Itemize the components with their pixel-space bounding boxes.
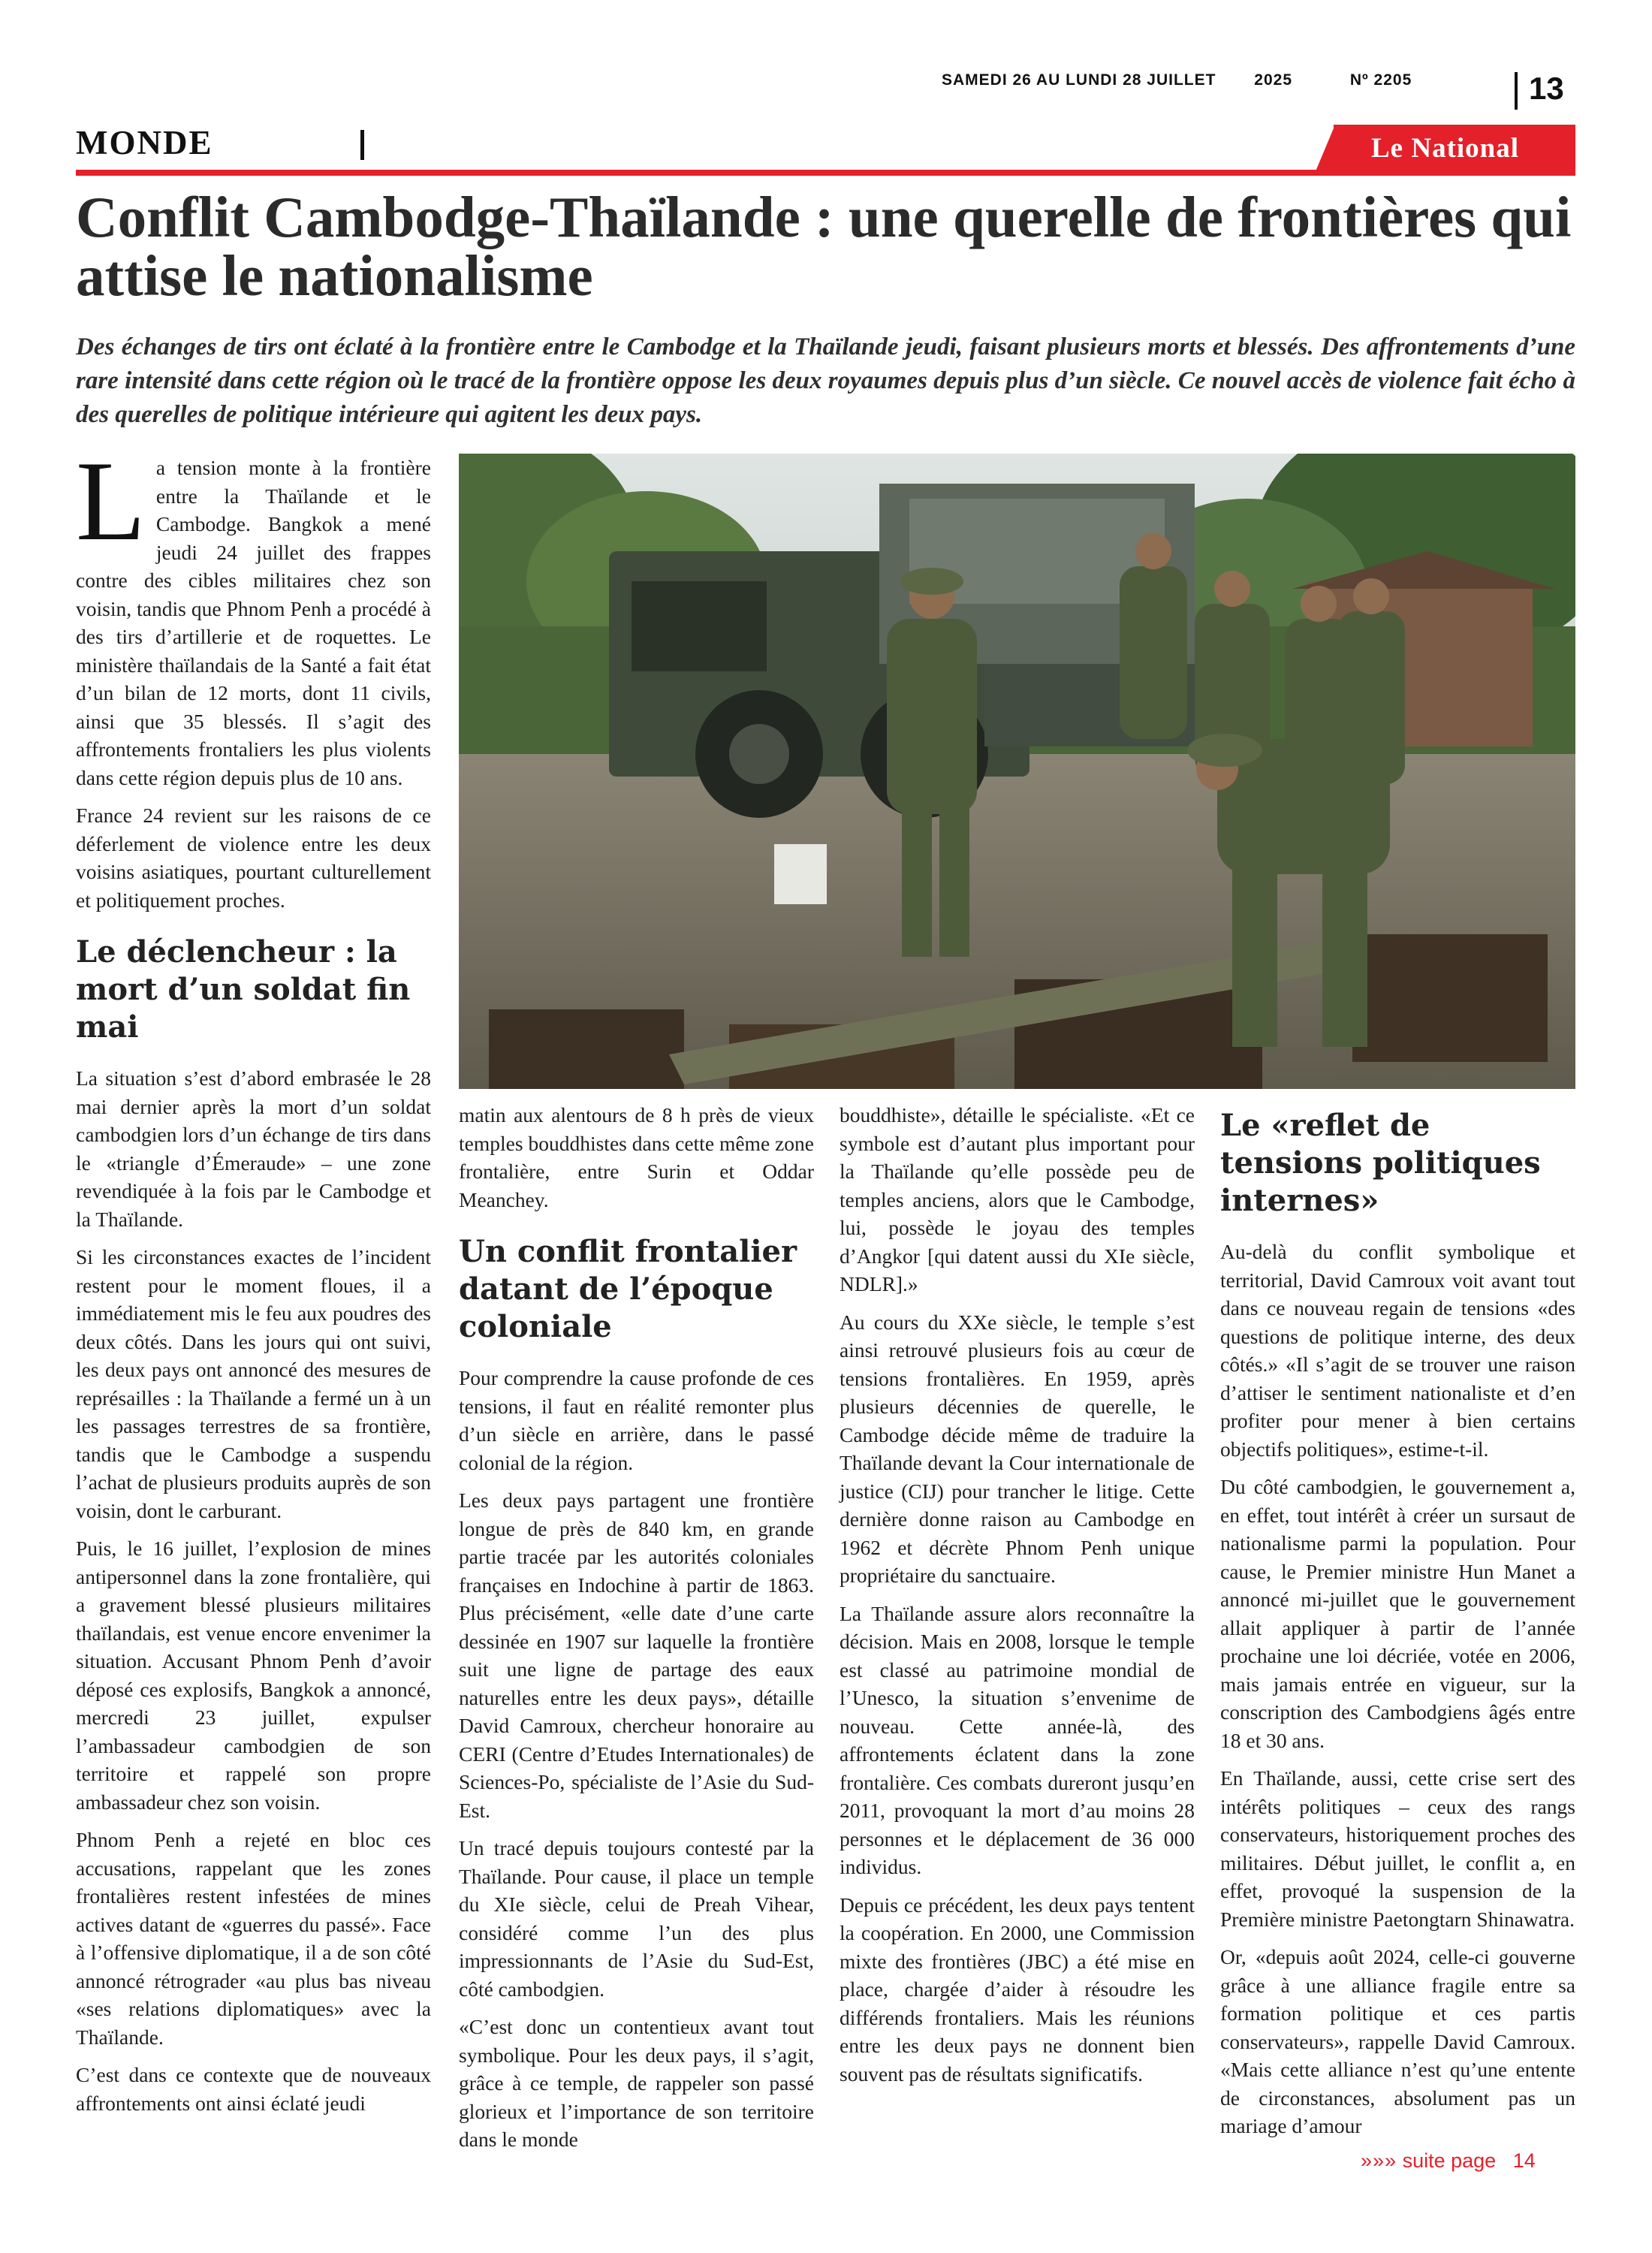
article-column-4 — [1220, 1107, 1575, 2150]
continuation-page: 14 — [1512, 2149, 1536, 2172]
brand-tab-corner — [1316, 125, 1335, 171]
page-number: 13 — [1529, 71, 1564, 106]
issue-date: SAMEDI 26 AU LUNDI 28 JUILLET — [942, 71, 1216, 89]
article-paragraph: Phnom Penh a rejeté en bloc ces accusations, rappelant que les zones frontalières restent infestées de mines actives datant de «guerres du passé». Face à l’offensive diplomatique, il a de son côté annoncé rétrograder «au plus bas niveau «ses relations diplomatiques» avec la Thaïlande. — [76, 1828, 431, 2049]
article-paragraph: bouddhiste», détaille le spécialiste. «Et ce symbole est d’autant plus important pour la Thaïlande qu’elle possède peu de temples anciens, alors que le Cambodge, lui, possède le joyau des temples d’Angkor [qui datent aussi du XIe siècle, NDLR].» — [840, 1103, 1195, 1295]
article-paragraph: matin aux alentours de 8 h près de vieux temples bouddhistes dans cette même zone frontalière, entre Surin et Oddar Meanchey. — [459, 1103, 814, 1211]
article-photo — [459, 454, 1575, 1089]
issue-number: Nº 2205 — [1349, 71, 1412, 89]
subheading-colonial: Un conflit frontalier datant de l’époque coloniale — [459, 1234, 797, 1344]
section-rule — [76, 170, 1575, 176]
article-paragraph: Depuis ce précédent, les deux pays tentent la coopération. En 2000, une Commission mixte des frontières (JBC) a été mise en place, chargée d’aider à résoudre les différends frontaliers. Mais les réunions entre les deux pays ne donnent bien souvent pas de résultats significatifs. — [840, 1893, 1195, 2086]
article-paragraph: Du côté cambodgien, le gouvernement a, en effet, tout intérêt à créer un sursaut de nationalisme parmi la population. Pour cause, le Premier ministre Hun Manet a annoncé mi-juillet que le gouvernement allait appliquer à partir de l’année prochaine une loi décriée, votée en 2006, mais jamais entrée en vigueur, sur la conscription des Cambodgiens âgés entre 18 et 30 ans. — [1220, 1475, 1575, 1752]
article-column-3 — [840, 1101, 1195, 2098]
section-title: MONDE — [76, 124, 213, 161]
page-number-divider — [1515, 72, 1518, 110]
continued-on-page-link[interactable] — [1361, 2149, 1536, 2173]
brand-name: Le National — [1371, 133, 1520, 164]
article-paragraph: La situation s’est d’abord embrasée le 28 mai dernier après la mort d’un soldat cambodgien lors d’un échange de tirs dans le «triangle d’Émeraude» – une zone revendiquée à la fois par le Cambodge et la Thaïlande. — [76, 1066, 431, 1231]
article-column-2 — [459, 1101, 814, 2164]
article-headline: Conflit Cambodge-Thaïlande : une querelle de frontières qui attise le nationalisme — [76, 185, 1572, 308]
article-paragraph: C’est dans ce contexte que de nouveaux affrontements ont ainsi éclaté jeudi — [76, 2063, 431, 2115]
article-paragraph: La tension monte à la frontière entre la Thaïlande et le Cambodge. Bangkok a mené jeudi 24 juillet des frappes contre des cibles militaires chez son voisin, tandis que Phnom Penh a procédé à des tirs d’artillerie et de roquettes. Le ministère thaïlandais de la Santé a fait état d’un bilan de 12 morts, dont 11 civils, ainsi que 35 blessés. Il s’agit des affrontements frontaliers les plus violents dans cette région depuis plus de 10 ans. — [76, 438, 431, 789]
subheading-declencheur: Le déclencheur : la mort d’un soldat fin mai — [76, 934, 411, 1045]
continuation-label: suite page — [1402, 2149, 1497, 2172]
article-paragraph: Si les circonstances exactes de l’incident restent pour le moment floues, il a immédiatement mis le feu aux poudres des deux côtés. Dans les jours qui ont suivi, les deux pays ont annoncé des mesures de représailles : la Thaïlande a fermé un à un les passages terrestres de sa frontière, tandis que le Cambodge a suspendu l’achat de plusieurs produits auprès de son voisin, dont le carburant. — [76, 1245, 431, 1522]
article-paragraph: Puis, le 16 juillet, l’explosion de mines antipersonnel dans la zone frontalière, qui a gravement blessé plusieurs militaires thaïlandais, est venue encore envenimer la situation. Accusant Phnom Penh d’avoir déposé ces explosifs, Bangkok a annoncé, mercredi 23 juillet, expulser l’ambassadeur cambodgien de son territoire et rappelé son propre ambassadeur chez son voisin. — [76, 1537, 431, 1814]
continuation-arrows: »»» — [1361, 2149, 1397, 2172]
subheading-reflet: Le «reflet de tensions politiques internes» — [1220, 1108, 1541, 1218]
article-lede: Des échanges de tirs ont éclaté à la frontière entre le Cambodge et la Thaïlande jeudi, faisant plusieurs morts et blessés. Des affrontements d’une rare intensité dans cette région où le tracé de la frontière oppose les deux royaumes depuis plus d’un siècle. Ce nouvel accès de violence fait écho à des querelles de politique intérieure qui agitent les deux pays. — [76, 333, 1575, 428]
article-paragraph: France 24 revient sur les raisons de ce déferlement de violence entre les deux voisins asiatiques, pourtant culturellement et politiquement proches. — [76, 804, 431, 912]
article-paragraph: Au cours du XXe siècle, le temple s’est ainsi retrouvé plusieurs fois au cœur de tensions frontalières. En 1959, après plusieurs décennies de querelle, le Cambodge décide même de traduire la Thaïlande devant la Cour internationale de justice (CIJ) pour trancher le litige. Cette dernière donne raison au Cambodge en 1962 et décrète Phnom Penh unique propriétaire du sanctuaire. — [840, 1310, 1195, 1587]
article-paragraph: Les deux pays partagent une frontière longue de près de 840 km, en grande partie tracée par les autorités coloniales françaises en Indochine à partir de 1863. Plus précisément, «elle date d’une carte dessinée en 1907 sur laquelle la frontière suit une ligne de partage des eaux naturelles entre les deux pays», détaille David Camroux, chercheur honoraire au CERI (Centre d’Etudes Internationales) de Sciences-Po, spécialiste de l’Asie du Sud-Est. — [459, 1488, 814, 1822]
article-paragraph: La Thaïlande assure alors reconnaître la décision. Mais en 2008, lorsque le temple est classé au patrimoine mondial de l’Unesco, la situation s’envenime de nouveau. Cette année-là, des affrontements éclatent dans la zone frontalière. Ces combats dureront jusqu’en 2011, provoquant la mort d’au moins 28 personnes et le déplacement de 36 000 individus. — [840, 1601, 1195, 1878]
drop-cap: L — [76, 438, 146, 564]
article-paragraph: Au-delà du conflit symbolique et territorial, David Camroux voit avant tout dans ce nouveau regain de tensions «des questions de politique interne, des deux côtés.» «Il s’agit de se trouver une raison d’attiser le sentiment nationaliste et d’en profiter pour mener à bien certains objectifs politiques», estime-t-il. — [1220, 1240, 1575, 1461]
issue-dateline — [942, 71, 1422, 89]
article-paragraph: Un tracé depuis toujours contesté par la Thaïlande. Pour cause, il place un temple du XIe siècle, celui de Preah Vihear, considéré comme l’un des plus impressionnants de l’Asie du Sud-Est, côté cambodgien. — [459, 1836, 814, 2001]
article-paragraph: En Thaïlande, aussi, cette crise sert des intérêts politiques – ceux des rangs conservateurs, historiquement proches des militaires. Début juillet, le conflit a, en effet, provoqué la suspension de la Première ministre Paetongtarn Shinawatra. — [1220, 1766, 1575, 1931]
article-paragraph: «C’est donc un contentieux avant tout symbolique. Pour les deux pays, il s’agit, grâce à ce temple, de rappeler son passé glorieux et l’importance de son territoire dans le monde — [459, 2015, 814, 2151]
article-column-1 — [76, 438, 431, 2127]
article-paragraph: Pour comprendre la cause profonde de ces tensions, il faut en réalité remonter plus d’un siècle en arrière, dans le passé colonial de la région. — [459, 1366, 814, 1474]
issue-year: 2025 — [1254, 71, 1293, 89]
section-divider — [360, 130, 364, 160]
article-paragraph: Or, «depuis août 2024, celle-ci gouverne grâce à une alliance fragile entre sa formation politique et ces partis conservateurs», rappelle David Camroux. «Mais cette alliance n’est qu’une entente de circonstances, absolument pas un mariage d’amour — [1220, 1945, 1575, 2137]
